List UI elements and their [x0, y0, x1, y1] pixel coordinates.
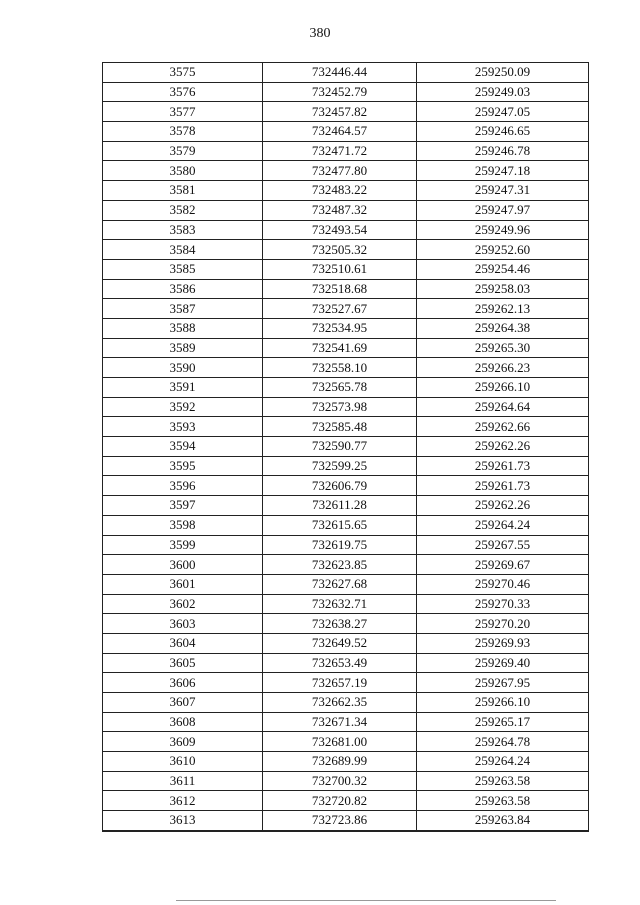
page-number: 380: [309, 26, 331, 41]
x-coordinate-cell: 732573.98: [263, 397, 417, 417]
point-number-cell: 3601: [103, 574, 263, 594]
x-coordinate-cell: 732623.85: [263, 555, 417, 575]
table-row: [103, 141, 589, 161]
point-number-cell: 3599: [103, 535, 263, 555]
table-row: [103, 712, 589, 732]
y-coordinate-cell: 259270.33: [417, 594, 589, 614]
table-row: [103, 574, 589, 594]
x-coordinate-cell: 732671.34: [263, 712, 417, 732]
y-coordinate-cell: 259267.95: [417, 673, 589, 693]
coordinates-table: [102, 62, 589, 832]
y-coordinate-cell: 259264.64: [417, 397, 589, 417]
point-number-cell: 3578: [103, 122, 263, 142]
y-coordinate-cell: 259270.20: [417, 614, 589, 634]
x-coordinate-cell: 732619.75: [263, 535, 417, 555]
y-coordinate-cell: 259246.78: [417, 141, 589, 161]
x-coordinate-cell: 732527.67: [263, 299, 417, 319]
table-row: [103, 555, 589, 575]
y-coordinate-cell: 259264.78: [417, 732, 589, 752]
point-number-cell: 3603: [103, 614, 263, 634]
point-number-cell: 3586: [103, 279, 263, 299]
point-number-cell: 3606: [103, 673, 263, 693]
table-row: [103, 378, 589, 398]
x-coordinate-cell: 732638.27: [263, 614, 417, 634]
y-coordinate-cell: 259266.10: [417, 693, 589, 713]
coordinates-table-body: [103, 63, 589, 831]
y-coordinate-cell: 259262.26: [417, 496, 589, 516]
table-row: [103, 811, 589, 831]
table-row: [103, 515, 589, 535]
table-row: [103, 82, 589, 102]
point-number-cell: 3589: [103, 338, 263, 358]
y-coordinate-cell: 259270.46: [417, 574, 589, 594]
x-coordinate-cell: 732446.44: [263, 63, 417, 83]
x-coordinate-cell: 732457.82: [263, 102, 417, 122]
point-number-cell: 3577: [103, 102, 263, 122]
x-coordinate-cell: 732493.54: [263, 220, 417, 240]
table-row: [103, 594, 589, 614]
point-number-cell: 3612: [103, 791, 263, 811]
x-coordinate-cell: 732611.28: [263, 496, 417, 516]
x-coordinate-cell: 732723.86: [263, 811, 417, 831]
table-row: [103, 161, 589, 181]
x-coordinate-cell: 732700.32: [263, 771, 417, 791]
point-number-cell: 3584: [103, 240, 263, 260]
point-number-cell: 3609: [103, 732, 263, 752]
x-coordinate-cell: 732662.35: [263, 693, 417, 713]
table-row: [103, 279, 589, 299]
y-coordinate-cell: 259262.66: [417, 417, 589, 437]
point-number-cell: 3596: [103, 476, 263, 496]
x-coordinate-cell: 732565.78: [263, 378, 417, 398]
y-coordinate-cell: 259254.46: [417, 259, 589, 279]
point-number-cell: 3597: [103, 496, 263, 516]
table-row: [103, 476, 589, 496]
y-coordinate-cell: 259261.73: [417, 456, 589, 476]
point-number-cell: 3581: [103, 181, 263, 201]
point-number-cell: 3576: [103, 82, 263, 102]
table-row: [103, 437, 589, 457]
x-coordinate-cell: 732464.57: [263, 122, 417, 142]
table-row: [103, 259, 589, 279]
x-coordinate-cell: 732649.52: [263, 633, 417, 653]
y-coordinate-cell: 259247.31: [417, 181, 589, 201]
point-number-cell: 3602: [103, 594, 263, 614]
point-number-cell: 3610: [103, 752, 263, 772]
y-coordinate-cell: 259265.30: [417, 338, 589, 358]
table-row: [103, 102, 589, 122]
point-number-cell: 3588: [103, 318, 263, 338]
point-number-cell: 3605: [103, 653, 263, 673]
table-row: [103, 633, 589, 653]
x-coordinate-cell: 732606.79: [263, 476, 417, 496]
point-number-cell: 3604: [103, 633, 263, 653]
y-coordinate-cell: 259247.18: [417, 161, 589, 181]
point-number-cell: 3591: [103, 378, 263, 398]
point-number-cell: 3579: [103, 141, 263, 161]
y-coordinate-cell: 259264.24: [417, 752, 589, 772]
x-coordinate-cell: 732487.32: [263, 200, 417, 220]
table-row: [103, 63, 589, 83]
y-coordinate-cell: 259264.38: [417, 318, 589, 338]
x-coordinate-cell: 732627.68: [263, 574, 417, 594]
y-coordinate-cell: 259263.58: [417, 771, 589, 791]
y-coordinate-cell: 259262.26: [417, 437, 589, 457]
table-row: [103, 456, 589, 476]
x-coordinate-cell: 732599.25: [263, 456, 417, 476]
x-coordinate-cell: 732477.80: [263, 161, 417, 181]
table-row: [103, 397, 589, 417]
table-row: [103, 181, 589, 201]
y-coordinate-cell: 259266.10: [417, 378, 589, 398]
point-number-cell: 3611: [103, 771, 263, 791]
y-coordinate-cell: 259246.65: [417, 122, 589, 142]
x-coordinate-cell: 732689.99: [263, 752, 417, 772]
x-coordinate-cell: 732534.95: [263, 318, 417, 338]
x-coordinate-cell: 732590.77: [263, 437, 417, 457]
x-coordinate-cell: 732452.79: [263, 82, 417, 102]
x-coordinate-cell: 732471.72: [263, 141, 417, 161]
point-number-cell: 3580: [103, 161, 263, 181]
x-coordinate-cell: 732653.49: [263, 653, 417, 673]
y-coordinate-cell: 259261.73: [417, 476, 589, 496]
y-coordinate-cell: 259267.55: [417, 535, 589, 555]
x-coordinate-cell: 732558.10: [263, 358, 417, 378]
table-row: [103, 673, 589, 693]
table-row: [103, 358, 589, 378]
table-row: [103, 653, 589, 673]
table-row: [103, 791, 589, 811]
point-number-cell: 3590: [103, 358, 263, 378]
y-coordinate-cell: 259266.23: [417, 358, 589, 378]
x-coordinate-cell: 732505.32: [263, 240, 417, 260]
y-coordinate-cell: 259247.97: [417, 200, 589, 220]
y-coordinate-cell: 259258.03: [417, 279, 589, 299]
y-coordinate-cell: 259252.60: [417, 240, 589, 260]
y-coordinate-cell: 259247.05: [417, 102, 589, 122]
x-coordinate-cell: 732518.68: [263, 279, 417, 299]
x-coordinate-cell: 732483.22: [263, 181, 417, 201]
table-row: [103, 299, 589, 319]
y-coordinate-cell: 259262.13: [417, 299, 589, 319]
point-number-cell: 3583: [103, 220, 263, 240]
table-row: [103, 200, 589, 220]
point-number-cell: 3593: [103, 417, 263, 437]
y-coordinate-cell: 259269.67: [417, 555, 589, 575]
point-number-cell: 3592: [103, 397, 263, 417]
point-number-cell: 3594: [103, 437, 263, 457]
point-number-cell: 3600: [103, 555, 263, 575]
table-row: [103, 318, 589, 338]
point-number-cell: 3613: [103, 811, 263, 831]
table-row: [103, 417, 589, 437]
table-row: [103, 338, 589, 358]
y-coordinate-cell: 259269.40: [417, 653, 589, 673]
point-number-cell: 3585: [103, 259, 263, 279]
table-row: [103, 496, 589, 516]
table-row: [103, 535, 589, 555]
x-coordinate-cell: 732585.48: [263, 417, 417, 437]
x-coordinate-cell: 732720.82: [263, 791, 417, 811]
table-row: [103, 614, 589, 634]
point-number-cell: 3575: [103, 63, 263, 83]
y-coordinate-cell: 259249.03: [417, 82, 589, 102]
table-row: [103, 752, 589, 772]
table-row: [103, 771, 589, 791]
table-row: [103, 693, 589, 713]
table-row: [103, 220, 589, 240]
x-coordinate-cell: 732657.19: [263, 673, 417, 693]
x-coordinate-cell: 732615.65: [263, 515, 417, 535]
table-row: [103, 122, 589, 142]
point-number-cell: 3582: [103, 200, 263, 220]
point-number-cell: 3587: [103, 299, 263, 319]
table-row: [103, 240, 589, 260]
point-number-cell: 3608: [103, 712, 263, 732]
point-number-cell: 3595: [103, 456, 263, 476]
y-coordinate-cell: 259263.58: [417, 791, 589, 811]
y-coordinate-cell: 259265.17: [417, 712, 589, 732]
x-coordinate-cell: 732541.69: [263, 338, 417, 358]
table-row: [103, 732, 589, 752]
y-coordinate-cell: 259263.84: [417, 811, 589, 831]
y-coordinate-cell: 259249.96: [417, 220, 589, 240]
y-coordinate-cell: 259269.93: [417, 633, 589, 653]
page-bottom-edge: [176, 900, 556, 901]
point-number-cell: 3607: [103, 693, 263, 713]
y-coordinate-cell: 259250.09: [417, 63, 589, 83]
y-coordinate-cell: 259264.24: [417, 515, 589, 535]
x-coordinate-cell: 732632.71: [263, 594, 417, 614]
point-number-cell: 3598: [103, 515, 263, 535]
x-coordinate-cell: 732510.61: [263, 259, 417, 279]
x-coordinate-cell: 732681.00: [263, 732, 417, 752]
